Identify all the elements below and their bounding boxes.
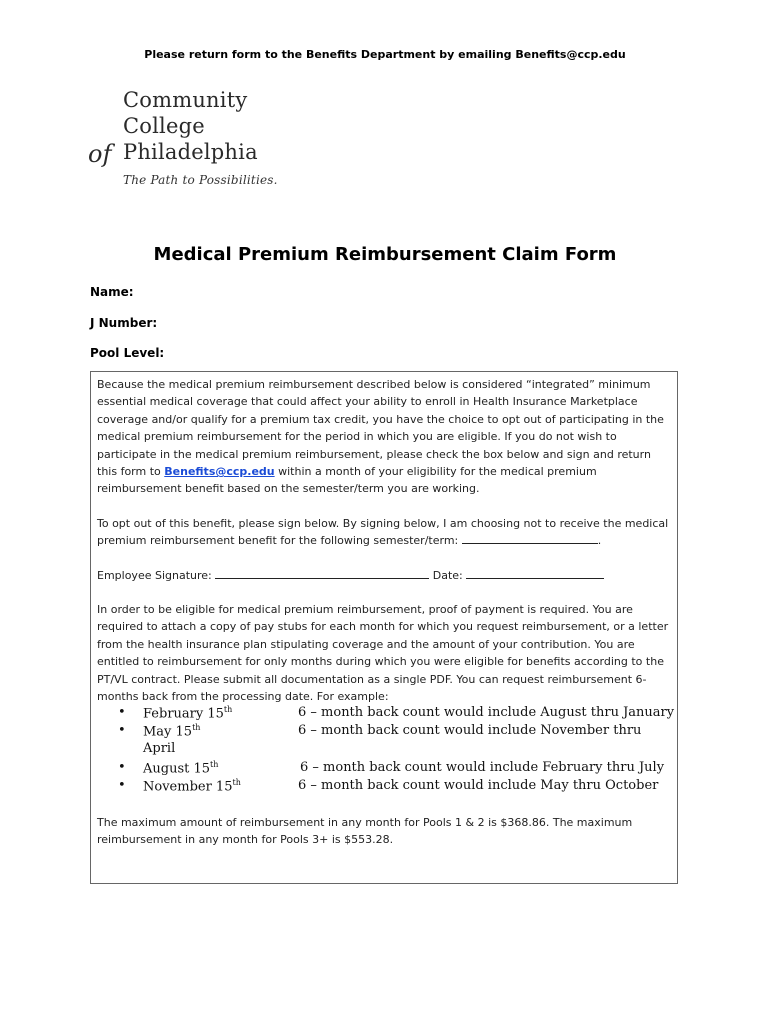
example-item-continuation <box>118 741 678 759</box>
logo-line-philadelphia: Philadelphia <box>123 140 258 164</box>
date-field[interactable] <box>466 568 604 579</box>
opt-out-period: . <box>597 534 602 548</box>
example-date: November 15th <box>143 778 241 795</box>
bullet-marker: • <box>118 760 126 775</box>
logo-line-community: Community <box>123 88 248 112</box>
opt-out-instruction: To opt out of this benefit, please sign below. <box>97 517 340 530</box>
example-description: 6 – month back count would include February thru July <box>300 760 665 775</box>
example-date: August 15th <box>143 760 219 777</box>
example-description: 6 – month back count would include November thru <box>298 723 642 738</box>
form-title: Medical Premium Reimbursement Claim Form <box>153 244 617 265</box>
maximum-reimbursement-note: The maximum amount of reimbursement in any month for Pools 1 & 2 is $368.86. The maximum reimbursement in any month for Pools 3+ is $553.28. <box>97 816 633 847</box>
example-item <box>118 778 678 796</box>
logo-line-of: of <box>88 140 112 168</box>
opt-out-explanation <box>97 376 672 498</box>
opt-out-consent: By signing below, I am choosing not to receive the medical premium reimbursement benefit for the following semester/term: <box>97 517 669 548</box>
example-date: April <box>143 741 176 756</box>
bullet-marker: • <box>118 705 126 720</box>
j-number-field-label: J Number: <box>90 316 158 330</box>
signature-label: Employee Signature: <box>97 569 216 582</box>
signature-line <box>97 567 672 584</box>
college-logo <box>88 88 288 196</box>
semester-term-blank[interactable] <box>462 533 598 544</box>
return-instructions: Please return form to the Benefits Department by emailing Benefits@ccp.edu <box>144 48 626 61</box>
logo-line-college: College <box>123 114 205 138</box>
signature-field[interactable] <box>215 568 429 579</box>
date-label: Date: <box>429 569 467 582</box>
bullet-marker: • <box>118 723 126 738</box>
example-description: 6 – month back count would include May thru October <box>298 778 659 793</box>
explanation-text-a: Because the medical premium reimbursement described below is considered “integrated” minimum essential medical coverage that could affect your ability to enroll in Health Insurance Marketplace coverage and/or qualify for a premium tax credit, you have the choice to opt out of participating in the medical premium reimbursement for the period in which you are eligible. If you do not wish to participate in the medical premium reimbursement, please check the box below and sign and return this form to <box>97 378 664 479</box>
benefits-email-link[interactable]: Benefits@ccp.edu <box>164 465 275 479</box>
logo-tagline: The Path to Possibilities. <box>123 173 278 187</box>
eligibility-instructions: In order to be eligible for medical premium reimbursement, proof of payment is required. You are required to attach a copy of pay stubs for each month for which you request reimbursement, or a letter from the health insurance plan stipulating coverage and the amount of your contribution. You are entitled to reimbursement for only months during which you were eligible for benefits according to the PT/VL contract. Please submit all documentation as a single PDF. You can request reimbursement 6-months back from the processing date. For example: <box>97 603 669 704</box>
example-date: February 15th <box>143 705 233 722</box>
bullet-marker: • <box>118 778 126 793</box>
pool-level-field-label: Pool Level: <box>90 346 165 360</box>
name-field-label: Name: <box>90 285 134 299</box>
example-item <box>118 760 678 778</box>
explanation-text-b: within a month of your eligibility for the medical premium reimbursement benefit based on the semester/term you are working. <box>97 465 597 496</box>
example-description: 6 – month back count would include August thru January <box>298 705 675 720</box>
opt-out-statement <box>97 515 672 550</box>
example-item <box>118 723 678 741</box>
example-date: May 15th <box>143 723 201 740</box>
example-item <box>118 705 678 723</box>
